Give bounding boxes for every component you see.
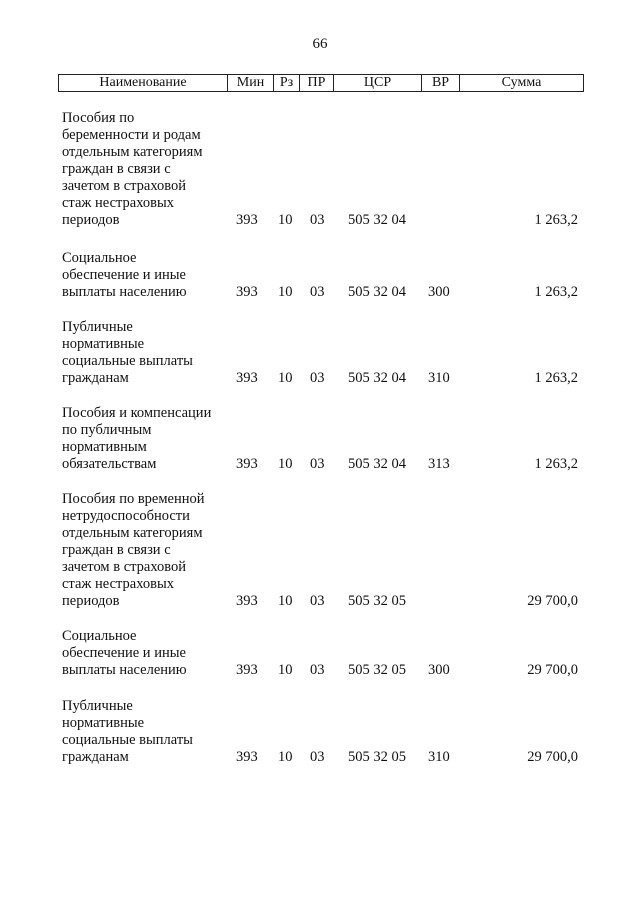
row-min: 393 [236, 749, 258, 765]
row-name-line: периодов [62, 212, 120, 228]
row-vr: 300 [428, 662, 450, 678]
row-rz: 10 [278, 662, 293, 678]
row-pr: 03 [310, 749, 325, 765]
row-values [0, 749, 640, 766]
row-name-line: по публичным [62, 422, 152, 438]
row-vr: 310 [428, 749, 450, 765]
row-csr: 505 32 04 [348, 284, 406, 300]
row-name-line: стаж нестраховых [62, 195, 175, 211]
row-vr: 310 [428, 370, 450, 386]
row-sum: 1 263,2 [534, 456, 578, 472]
row-name-line: Социальное [62, 628, 137, 644]
row-pr: 03 [310, 212, 325, 228]
row-name-line: стаж нестраховых [62, 576, 175, 592]
row-vr: 300 [428, 284, 450, 300]
row-name-line: Публичные [62, 698, 133, 714]
header-sum: Сумма [459, 75, 583, 91]
row-csr: 505 32 04 [348, 212, 406, 228]
row-min: 393 [236, 662, 258, 678]
row-name-line: отдельным категориям [62, 144, 203, 160]
row-sum: 1 263,2 [534, 370, 578, 386]
row-rz: 10 [278, 370, 293, 386]
row-name-line: обеспечение и иные [62, 267, 186, 283]
row-min: 393 [236, 370, 258, 386]
row-pr: 03 [310, 456, 325, 472]
row-csr: 505 32 05 [348, 749, 406, 765]
row-csr: 505 32 04 [348, 456, 406, 472]
row-rz: 10 [278, 593, 293, 609]
row-name-line: гражданам [62, 749, 129, 765]
row-csr: 505 32 05 [348, 593, 406, 609]
row-sum: 29 700,0 [527, 662, 578, 678]
row-name-line: граждан в связи с [62, 542, 171, 558]
row-csr: 505 32 04 [348, 370, 406, 386]
row-sum: 29 700,0 [527, 593, 578, 609]
row-name-line: Пособия и компенсации [62, 405, 212, 421]
header-min: Мин [227, 75, 273, 91]
row-rz: 10 [278, 749, 293, 765]
row-values [0, 284, 640, 301]
row-name-line: зачетом в страховой [62, 559, 187, 575]
header-name: Наименование [99, 75, 187, 90]
row-min: 393 [236, 284, 258, 300]
row-name-line: нетрудоспособности [62, 508, 190, 524]
row-name-line: обеспечение и иные [62, 645, 186, 661]
header-rz: Рз [273, 75, 299, 91]
row-name-line: обязательствам [62, 456, 157, 472]
row-rz: 10 [278, 284, 293, 300]
row-min: 393 [236, 212, 258, 228]
row-values [0, 370, 640, 387]
row-values [0, 593, 640, 610]
row-min: 393 [236, 593, 258, 609]
row-pr: 03 [310, 284, 325, 300]
row-vr: 313 [428, 456, 450, 472]
row-sum: 29 700,0 [527, 749, 578, 765]
row-rz: 10 [278, 456, 293, 472]
row-pr: 03 [310, 662, 325, 678]
header-csr: ЦСР [333, 75, 421, 91]
row-name-line: зачетом в страховой [62, 178, 187, 194]
row-name-line: выплаты населению [62, 284, 187, 300]
row-name-line: Пособия по [62, 110, 135, 126]
row-values [0, 456, 640, 473]
row-name-line: беременности и родам [62, 127, 201, 143]
row-name-line: социальные выплаты [62, 353, 193, 369]
row-name-line: нормативные [62, 715, 145, 731]
row-sum: 1 263,2 [534, 212, 578, 228]
row-name-line: Пособия по временной [62, 491, 205, 507]
row-name-line: Социальное [62, 250, 137, 266]
page-number: 66 [312, 36, 328, 52]
row-pr: 03 [310, 370, 325, 386]
row-sum: 1 263,2 [534, 284, 578, 300]
row-rz: 10 [278, 212, 293, 228]
row-values [0, 662, 640, 679]
row-csr: 505 32 05 [348, 662, 406, 678]
row-name-line: Публичные [62, 319, 133, 335]
header-pr: ПР [299, 75, 333, 91]
row-name-line: граждан в связи с [62, 161, 171, 177]
row-values [0, 212, 640, 229]
row-name-line: отдельным категориям [62, 525, 203, 541]
row-name-line: нормативным [62, 439, 147, 455]
row-name-line: выплаты населению [62, 662, 187, 678]
header-vr: ВР [421, 75, 459, 91]
row-pr: 03 [310, 593, 325, 609]
row-name-line: нормативные [62, 336, 145, 352]
table-header [58, 74, 584, 92]
row-name-line: гражданам [62, 370, 129, 386]
row-name-line: периодов [62, 593, 120, 609]
row-name-line: социальные выплаты [62, 732, 193, 748]
row-min: 393 [236, 456, 258, 472]
